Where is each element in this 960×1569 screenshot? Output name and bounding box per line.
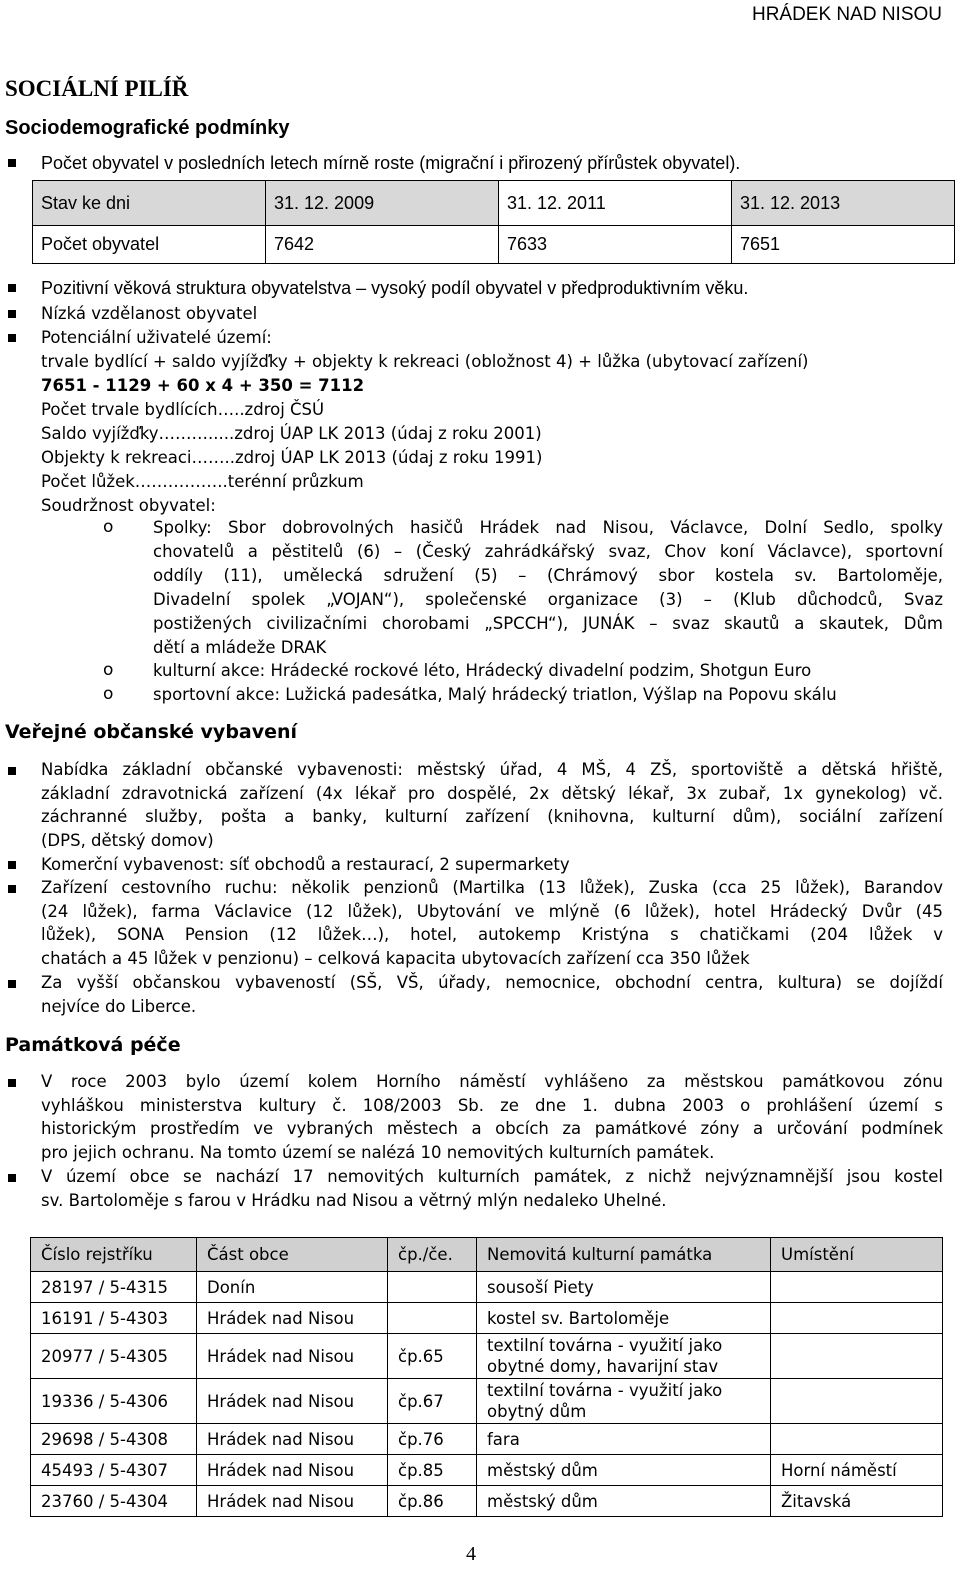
table-cell: Hrádek nad Nisou [197, 1334, 388, 1379]
heading-sociodemographic: Sociodemografické podmínky [5, 117, 290, 139]
bullet-marker [8, 980, 16, 988]
text-line: záchranné služby, pošta a banky, kulturní zařízení (knihovna, kulturní dům), sociální zařízení [41, 807, 943, 826]
population-table [32, 180, 955, 264]
table-row [31, 1272, 943, 1303]
bullet-potential-users: Potenciální uživatelé území: [41, 328, 272, 347]
text-line: V území obce se nachází 17 nemovitých kulturních památek, z nichž nejvýznamnější jsou kostel [41, 1167, 943, 1186]
column-header: Nemovitá kulturní památka [477, 1238, 771, 1272]
table-row [33, 181, 955, 226]
source-beds: Počet lůžek……………..terénní průzkum [41, 472, 364, 491]
text-line: Nabídka základní občanské vybavenosti: městský úřad, 4 MŠ, 4 ZŠ, sportoviště a dětská hřiště, [41, 760, 943, 779]
text-line: Za vyšší občanskou vybaveností (SŠ, VŠ, úřady, nemocnice, obchodní centra, kultura) se dojíždí [41, 973, 943, 992]
text-line: postižených civilizačními chorobami „SPCCH“), JUNÁK – svaz skautů a skautek, Dům [153, 614, 943, 633]
text-line: oddíly (11), umělecká sdružení (5) – (Chrámový sbor kostela sv. Bartoloměje, [153, 566, 943, 585]
table-cell: čp.85 [388, 1455, 477, 1486]
paragraph-monuments [41, 1165, 943, 1212]
table-cell: 23760 / 5-4304 [31, 1486, 197, 1517]
table-row [31, 1455, 943, 1486]
table-row [31, 1303, 943, 1334]
table-cell: Hrádek nad Nisou [197, 1455, 388, 1486]
column-header: Číslo rejstříku [31, 1238, 197, 1272]
paragraph-tourism [41, 876, 943, 970]
table-cell: čp.67 [388, 1379, 477, 1424]
table-cell [388, 1272, 477, 1303]
text-line: Zařízení cestovního ruchu: několik penzionů (Martilka (13 lůžek), Zuska (cca 25 lůžek), Barandov [41, 878, 943, 897]
table-cell [771, 1303, 943, 1334]
sub-bullet-marker: o [103, 684, 114, 704]
table-cell: textilní továrna - využití jako obytný dům [477, 1379, 771, 1424]
text-line: chovatelů a pěstitelů (6) – (Český zahrádkářský svaz, Chov koní Václavce), sportovní [153, 542, 943, 561]
table-row [31, 1424, 943, 1455]
text-line: pro jejich ochranu. Na tomto území se nalézá 10 nemovitých kulturních památek. [41, 1142, 715, 1162]
table-cell [771, 1379, 943, 1424]
bullet-marker [8, 310, 16, 318]
table-row [31, 1334, 943, 1379]
table-cell: 20977 / 5-4305 [31, 1334, 197, 1379]
table-header-row [31, 1238, 943, 1272]
table-cell [771, 1424, 943, 1455]
table-row [31, 1486, 943, 1517]
text-line: Spolky: Sbor dobrovolných hasičů Hrádek nad Nisou, Václavce, Dolní Sedlo, spolky [153, 518, 943, 537]
column-header: čp./če. [388, 1238, 477, 1272]
table-cell: 31. 12. 2011 [499, 181, 732, 226]
table-cell: městský dům [477, 1486, 771, 1517]
bullet-population-trend: Počet obyvatel v posledních letech mírně roste (migrační i přirozený přírůstek obyvatel). [41, 153, 741, 173]
bullet-education: Nízká vzdělanost obyvatel [41, 304, 258, 323]
running-header: HRÁDEK NAD NISOU [751, 4, 942, 25]
table-cell: Donín [197, 1272, 388, 1303]
text-line: chatách a 45 lůžek v penzionu) – celková kapacita ubytovacích zařízení cca 350 lůžek [41, 948, 750, 968]
table-cell [771, 1272, 943, 1303]
sub-sport-events: sportovní akce: Lužická padesátka, Malý hrádecký triatlon, Výšlap na Popovu skálu [153, 685, 837, 704]
text-line: dětí a mládeže DRAK [153, 638, 327, 657]
table-cell: 7633 [499, 226, 732, 264]
text-line: (DPS, dětský domov) [41, 830, 214, 850]
table-cell: sousoší Piety [477, 1272, 771, 1303]
formula-calculation: 7651 - 1129 + 60 x 4 + 350 = 7112 [41, 376, 365, 395]
text-line: historickým prostředím ve vybraných městech a obcích za památkové zóny a určování podmínek [41, 1119, 943, 1138]
column-header: Část obce [197, 1238, 388, 1272]
table-cell: 29698 / 5-4308 [31, 1424, 197, 1455]
table-cell: Hrádek nad Nisou [197, 1379, 388, 1424]
paragraph-higher-amenities [41, 971, 943, 1018]
table-cell: textilní továrna - využití jako obytné domy, havarijní stav [477, 1334, 771, 1379]
table-cell: 19336 / 5-4306 [31, 1379, 197, 1424]
sub-cultural-events: kulturní akce: Hrádecké rockové léto, Hrádecký divadelní podzim, Shotgun Euro [153, 661, 812, 680]
bullet-marker [8, 159, 16, 167]
sub-associations [153, 516, 943, 660]
page-number: 4 [466, 1543, 476, 1565]
text-line: V roce 2003 bylo území kolem Horního náměstí vyhlášeno za městskou památkovou zónu [41, 1072, 943, 1091]
text-line: lůžek), SONA Pension (12 lůžek…), hotel, autokemp Kristýna s chatičkami (204 lůžek v [41, 925, 943, 944]
source-residents: Počet trvale bydlících…..zdroj ČSÚ [41, 400, 325, 419]
section-title: SOCIÁLNÍ PILÍŘ [5, 76, 189, 101]
table-row [31, 1379, 943, 1424]
source-commuting: Saldo vyjížďky……….....zdroj ÚAP LK 2013 (údaj z roku 2001) [41, 424, 542, 443]
column-header: Umístění [771, 1238, 943, 1272]
text-line: (24 lůžek), farma Václavice (12 lůžek), Ubytování ve mlýně (6 lůžek), hotel Hrádecký Dvůr (45 [41, 901, 943, 921]
cohesion-label: Soudržnost obyvatel: [41, 496, 216, 515]
table-cell: 16191 / 5-4303 [31, 1303, 197, 1334]
source-recreation: Objekty k rekreaci……..zdroj ÚAP LK 2013 (údaj z roku 1991) [41, 448, 543, 467]
table-cell: kostel sv. Bartoloměje [477, 1303, 771, 1334]
table-cell: 45493 / 5-4307 [31, 1455, 197, 1486]
table-cell: čp.86 [388, 1486, 477, 1517]
table-cell: Horní náměstí [771, 1455, 943, 1486]
table-cell: městský dům [477, 1455, 771, 1486]
table-row [33, 226, 955, 264]
heading-civic-amenities: Veřejné občanské vybavení [5, 721, 298, 743]
table-cell: Počet obyvatel [33, 226, 266, 264]
table-cell: čp.65 [388, 1334, 477, 1379]
bullet-commercial: Komerční vybavenost: síť obchodů a restaurací, 2 supermarkety [41, 855, 570, 874]
monuments-table [30, 1237, 943, 1517]
bullet-marker [8, 767, 16, 775]
table-cell: Hrádek nad Nisou [197, 1303, 388, 1334]
table-cell: fara [477, 1424, 771, 1455]
text-line: nejvíce do Liberce. [41, 996, 197, 1016]
bullet-marker [8, 1079, 16, 1087]
table-cell [388, 1303, 477, 1334]
bullet-marker [8, 284, 16, 292]
sub-bullet-marker: o [103, 517, 114, 537]
table-cell: Stav ke dni [33, 181, 266, 226]
bullet-age-structure: Pozitivní věková struktura obyvatelstva – vysoký podíl obyvatel v předproduktivním věku. [41, 278, 749, 298]
paragraph-basic-amenities [41, 758, 943, 852]
table-cell: čp.76 [388, 1424, 477, 1455]
table-cell: Hrádek nad Nisou [197, 1486, 388, 1517]
table-cell: 31. 12. 2009 [266, 181, 499, 226]
table-cell: Hrádek nad Nisou [197, 1424, 388, 1455]
text-line: vyhláškou ministerstva kultury č. 108/2003 Sb. ze dne 1. dubna 2003 o prohlášení území s [41, 1095, 943, 1115]
table-cell [771, 1334, 943, 1379]
sub-bullet-marker: o [103, 660, 114, 680]
table-cell: 31. 12. 2013 [732, 181, 955, 226]
bullet-marker [8, 1174, 16, 1182]
text-line: sv. Bartoloměje s farou v Hrádku nad Nisou a větrný mlýn nedaleko Uhelné. [41, 1190, 667, 1210]
bullet-marker [8, 861, 16, 869]
table-cell: 7642 [266, 226, 499, 264]
table-cell: 28197 / 5-4315 [31, 1272, 197, 1303]
heading-heritage: Památková péče [5, 1034, 181, 1056]
text-line: základní zdravotnická zařízení (4x lékař pro dospělé, 2x dětský lékař, 3x zubař, 1x gynekolog) vč. [41, 783, 943, 803]
text-line: Divadelní spolek „VOJAN“), společenské organizace (3) – (Klub důchodců, Svaz [153, 590, 943, 609]
table-cell: Žitavská [771, 1486, 943, 1517]
table-cell: 7651 [732, 226, 955, 264]
formula-text: trvale bydlící + saldo vyjížďky + objekty k rekreaci (obložnost 4) + lůžka (ubytovací zařízení) [41, 352, 809, 371]
paragraph-heritage-zone [41, 1070, 943, 1164]
bullet-marker [8, 334, 16, 342]
bullet-marker [8, 885, 16, 893]
